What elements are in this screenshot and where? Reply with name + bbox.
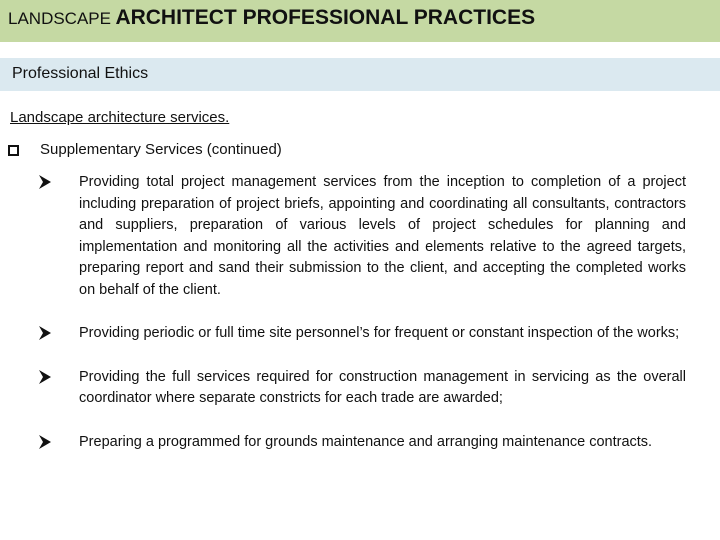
section-bar (0, 58, 720, 91)
arrow-bullet-icon (37, 434, 53, 450)
list-item-text: Providing the full services required for construction management in servicing as the overall coordinator where separate constricts for each trade are awarded; (79, 368, 686, 406)
list-item (77, 432, 686, 454)
list-item-text: Providing total project management services from the inception to completion of a project including preparation of project briefs, appointing and coordinating all consultants, contractors and suppliers, preparation of various levels of project schedules for planning and implementation and monitoring all the activities and elements relative to the agreed targets, preparing report and sand their submission to the client, and accepting the completed works on behalf of the client. (79, 174, 686, 298)
list-item (77, 367, 686, 410)
list-item-text: Providing periodic or full time site personnel’s for frequent or constant inspection of the works; (79, 325, 680, 341)
arrow-bullet-icon (37, 369, 53, 385)
list-item (77, 172, 686, 301)
arrow-bullet-icon (37, 174, 53, 190)
item-list (77, 172, 686, 475)
content-heading: Landscape architecture services. (10, 109, 230, 126)
section-title: Professional Ethics (12, 65, 149, 82)
title-main: ARCHITECT PROFESSIONAL PRACTICES (115, 6, 536, 29)
subheading-text: Supplementary Services (continued) (40, 141, 282, 158)
arrow-bullet-icon (37, 325, 53, 341)
list-item-text: Preparing a programmed for grounds maintenance and arranging maintenance contracts. (79, 433, 653, 450)
checkbox-bullet-icon (8, 145, 19, 156)
subheading-row (8, 141, 708, 158)
title-prefix: LANDSCAPE (8, 9, 111, 28)
title-bar (0, 0, 720, 42)
list-item (77, 323, 686, 345)
